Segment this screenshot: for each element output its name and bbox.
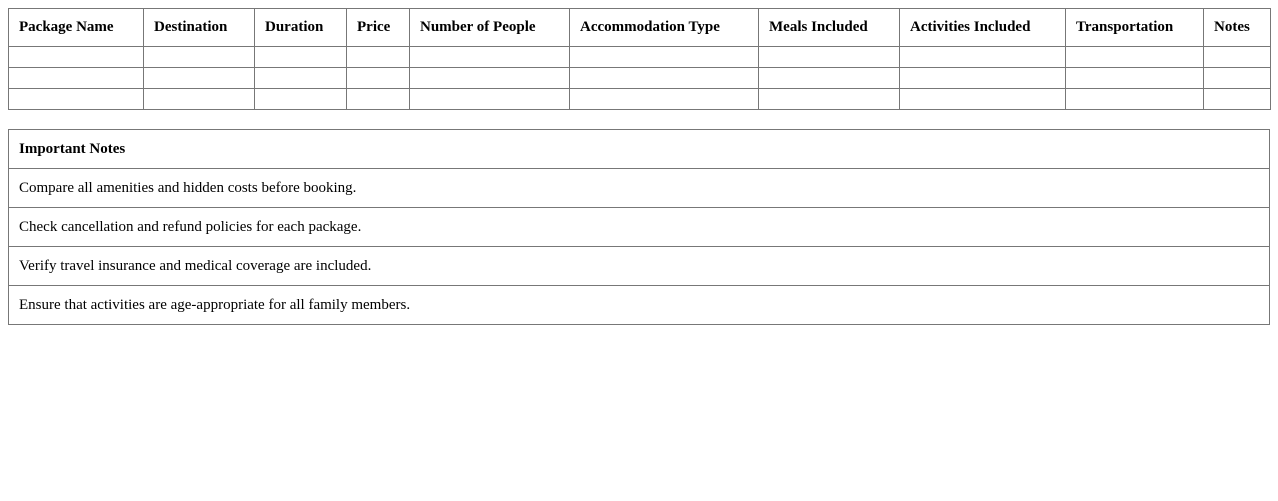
column-header-transportation: Transportation	[1066, 9, 1204, 47]
note-text: Compare all amenities and hidden costs before booking.	[9, 169, 1270, 208]
table-cell	[900, 68, 1066, 89]
column-header-price: Price	[347, 9, 410, 47]
table-cell	[570, 89, 759, 110]
table-row	[9, 89, 1271, 110]
list-item	[9, 286, 1270, 325]
table-cell	[759, 68, 900, 89]
table-cell	[9, 47, 144, 68]
table-cell	[144, 89, 255, 110]
column-header-meals-included: Meals Included	[759, 9, 900, 47]
column-header-destination: Destination	[144, 9, 255, 47]
table-cell	[900, 89, 1066, 110]
list-item	[9, 169, 1270, 208]
table-cell	[347, 68, 410, 89]
table-cell	[1066, 89, 1204, 110]
table-cell	[255, 47, 347, 68]
table-cell	[144, 68, 255, 89]
table-row	[9, 68, 1271, 89]
table-header-row	[9, 9, 1271, 47]
column-header-number-of-people: Number of People	[410, 9, 570, 47]
notes-header-row	[9, 130, 1270, 169]
table-cell	[347, 47, 410, 68]
table-cell	[1204, 68, 1271, 89]
list-item	[9, 247, 1270, 286]
packages-table	[8, 8, 1271, 110]
note-text: Check cancellation and refund policies for each package.	[9, 208, 1270, 247]
column-header-package-name: Package Name	[9, 9, 144, 47]
list-item	[9, 208, 1270, 247]
note-text: Verify travel insurance and medical coverage are included.	[9, 247, 1270, 286]
table-cell	[759, 89, 900, 110]
table-cell	[900, 47, 1066, 68]
table-cell	[570, 47, 759, 68]
table-cell	[1204, 47, 1271, 68]
note-text: Ensure that activities are age-appropriate for all family members.	[9, 286, 1270, 325]
table-cell	[9, 89, 144, 110]
table-row	[9, 47, 1271, 68]
table-cell	[1066, 68, 1204, 89]
table-cell	[347, 89, 410, 110]
column-header-activities-included: Activities Included	[900, 9, 1066, 47]
table-cell	[410, 47, 570, 68]
table-cell	[1066, 47, 1204, 68]
column-header-accommodation-type: Accommodation Type	[570, 9, 759, 47]
table-cell	[255, 89, 347, 110]
notes-title: Important Notes	[9, 130, 1270, 169]
table-cell	[255, 68, 347, 89]
table-cell	[410, 89, 570, 110]
table-cell	[9, 68, 144, 89]
table-cell	[410, 68, 570, 89]
table-cell	[144, 47, 255, 68]
table-cell	[759, 47, 900, 68]
table-cell	[1204, 89, 1271, 110]
column-header-notes: Notes	[1204, 9, 1271, 47]
document-body	[8, 8, 1270, 325]
table-cell	[570, 68, 759, 89]
important-notes-table	[8, 129, 1270, 325]
column-header-duration: Duration	[255, 9, 347, 47]
